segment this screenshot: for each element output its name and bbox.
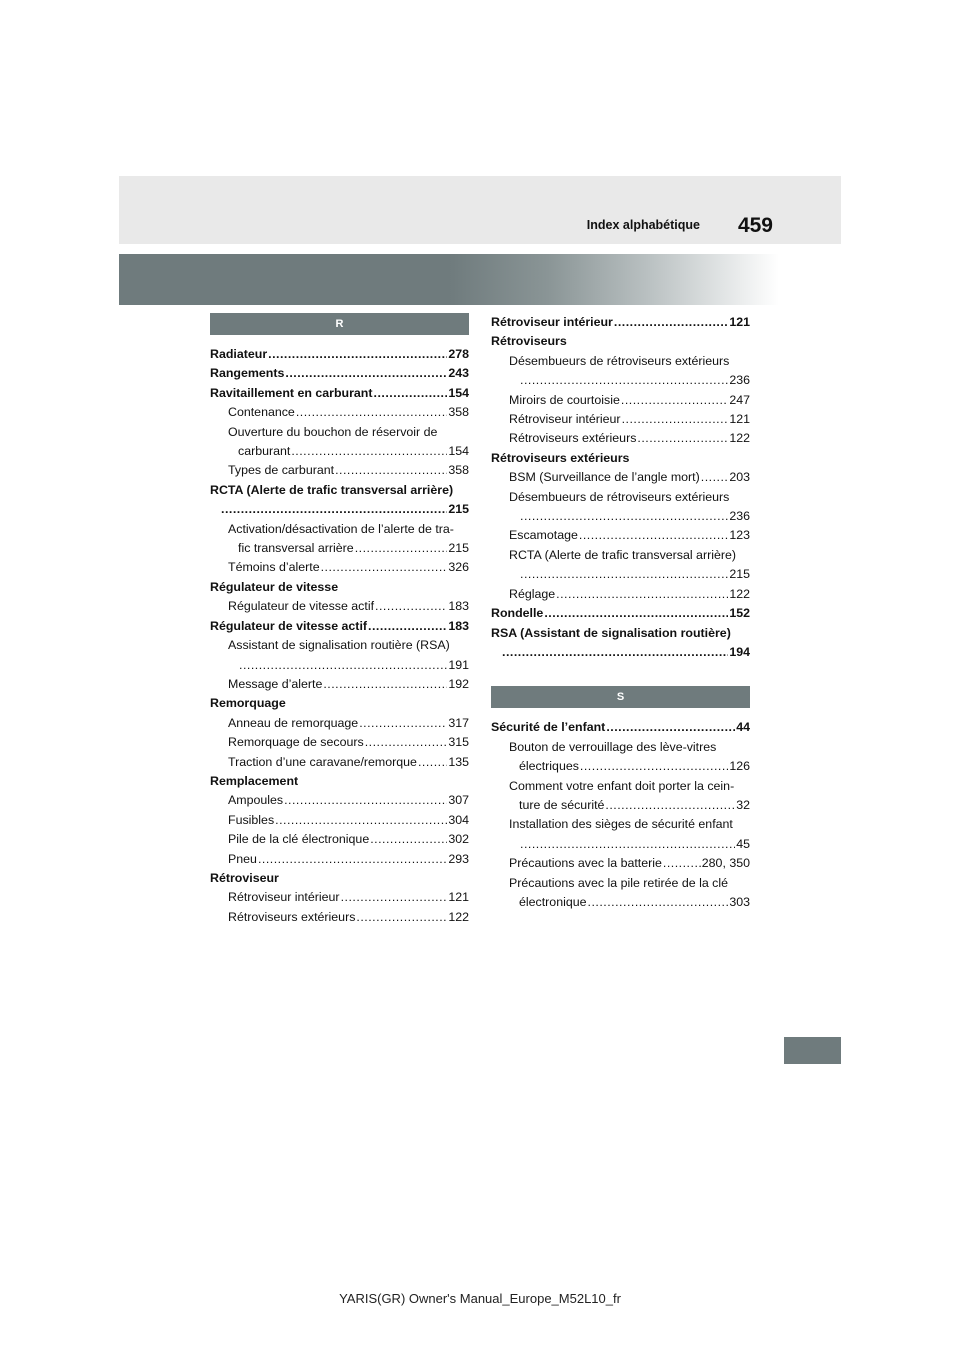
- index-entry-remorquage-secours: [210, 733, 469, 752]
- index-entry-comment-l1: [491, 777, 750, 796]
- entry-page-number: 122: [729, 431, 750, 446]
- dot-leader: [355, 539, 448, 558]
- entry-text: Remorquage: [210, 696, 286, 711]
- index-entry-ravitaillement: [210, 384, 469, 403]
- index-entry-desembueurs-l2: [491, 371, 750, 390]
- entry-page-number: 317: [448, 715, 469, 730]
- index-entry-pneu: [210, 850, 469, 869]
- entry-page-number: 236: [729, 509, 750, 524]
- entry-page-number: 303: [729, 894, 750, 909]
- index-entry-retroviseurs: [491, 332, 750, 351]
- index-entry-rcta2-l1: [491, 546, 750, 565]
- entry-text: Escamotage: [509, 528, 578, 543]
- index-column-left: [210, 313, 469, 927]
- dot-leader: [258, 850, 447, 869]
- entry-text: RSA (Assistant de signalisation routière): [491, 625, 731, 640]
- entry-text: Ravitaillement en carburant: [210, 385, 373, 400]
- entry-text: Régulateur de vitesse actif: [228, 599, 375, 614]
- entry-text: Désembueurs de rétroviseurs extérieurs: [509, 353, 730, 368]
- entry-page-number: 358: [448, 405, 469, 420]
- dot-leader: [520, 565, 728, 584]
- entry-page-number: 293: [448, 851, 469, 866]
- index-entry-precautions-batterie: [491, 854, 750, 873]
- entry-page-number: 247: [729, 392, 750, 407]
- index-entry-ouverture-l1: [210, 423, 469, 442]
- decorative-band: [119, 254, 779, 305]
- entry-page-number: 302: [448, 832, 469, 847]
- entry-page-number: 191: [448, 657, 469, 672]
- index-list-s: [491, 718, 750, 912]
- index-column-right: [491, 313, 750, 912]
- entry-page-number: 203: [729, 470, 750, 485]
- entry-page-number: 358: [448, 463, 469, 478]
- dot-leader: [556, 585, 728, 604]
- entry-text: Précautions avec la pile retirée de la clé: [509, 875, 729, 890]
- index-entry-escamotage: [491, 526, 750, 545]
- entry-text: Rétroviseur intérieur: [491, 315, 613, 329]
- index-entry-retroviseur: [210, 869, 469, 888]
- entry-text: RCTA (Alerte de trafic transversal arrière): [509, 547, 736, 562]
- index-entry-message-alerte: [210, 675, 469, 694]
- entry-page-number: 326: [448, 560, 469, 575]
- dot-leader: [239, 656, 447, 675]
- entry-text: électronique: [519, 894, 587, 909]
- index-entry-remorquage: [210, 694, 469, 713]
- letter-header-s: S: [491, 686, 750, 708]
- dot-leader: [520, 835, 735, 854]
- entry-page-number: 121: [448, 890, 469, 905]
- dot-leader: [375, 597, 447, 616]
- dot-leader: [614, 313, 728, 332]
- entry-text: Pile de la clé électronique: [228, 832, 370, 847]
- dot-leader: [502, 643, 728, 662]
- entry-text: Précautions avec la batterie: [509, 856, 662, 871]
- dot-leader: [323, 675, 447, 694]
- index-entry-rsa-main-l1: [491, 624, 750, 643]
- index-entry-retros-ext: [210, 908, 469, 927]
- entry-text: Rétroviseur intérieur: [509, 412, 621, 427]
- index-entry-retroviseurs-exterieurs: [491, 449, 750, 468]
- index-entry-activation-l1: [210, 520, 469, 539]
- dot-leader: [579, 526, 728, 545]
- entry-page-number: 215: [729, 567, 750, 582]
- index-entry-regulateur: [210, 578, 469, 597]
- dot-leader: [701, 468, 729, 487]
- entry-text: Rétroviseurs extérieurs: [509, 431, 637, 446]
- entry-text: carburant: [238, 444, 291, 459]
- entry-text: Bouton de verrouillage des lève-vitres: [509, 739, 717, 754]
- entry-page-number: 215: [448, 541, 469, 556]
- index-list-r-right: [491, 313, 750, 662]
- entry-text: Ampoules: [228, 793, 284, 808]
- footer-manual-id: YARIS(GR) Owner's Manual_Europe_M52L10_fr: [339, 1291, 621, 1306]
- entry-page-number: 123: [729, 528, 750, 543]
- entry-text: Assistant de signalisation routière (RSA): [228, 638, 450, 653]
- entry-text: Régulateur de vitesse: [210, 579, 339, 594]
- entry-page-number: 121: [729, 412, 750, 427]
- dot-leader: [588, 893, 729, 912]
- entry-page-number: 192: [448, 676, 469, 691]
- entry-text: Remplacement: [210, 773, 299, 788]
- index-entry-radiateur: [210, 345, 469, 364]
- entry-page-number: 154: [448, 444, 469, 459]
- index-entry-regulateur-actif-sub: [210, 597, 469, 616]
- entry-text: Radiateur: [210, 347, 268, 361]
- entry-page-number: 126: [729, 759, 750, 774]
- entry-text: Rétroviseur: [210, 870, 279, 885]
- entry-text: électriques: [519, 759, 579, 774]
- dot-leader: [520, 371, 728, 390]
- dot-leader: [365, 733, 448, 752]
- index-entry-retro-int-2: [491, 410, 750, 429]
- index-list-r-left: [210, 345, 469, 927]
- index-entry-rsa-l1: [210, 636, 469, 655]
- entry-page-number: 154: [448, 385, 469, 400]
- entry-page-number: 152: [729, 606, 750, 621]
- entry-page-number: 194: [729, 644, 750, 659]
- dot-leader: [544, 604, 728, 623]
- entry-page-number: 243: [448, 366, 469, 381]
- index-entry-ampoules: [210, 791, 469, 810]
- index-entry-contenance: [210, 403, 469, 422]
- index-entry-retroviseur-interieur: [491, 313, 750, 332]
- index-entry-traction: [210, 753, 469, 772]
- index-entry-securite-enfant: [491, 718, 750, 737]
- entry-text: Traction d’une caravane/remorque: [228, 754, 417, 769]
- header-band: [119, 176, 841, 244]
- index-entry-rcta2-l2: [491, 565, 750, 584]
- index-entry-rsa-l2: [210, 656, 469, 675]
- index-entry-installation-l2: [491, 835, 750, 854]
- index-entry-bouton-l1: [491, 738, 750, 757]
- dot-leader: [221, 500, 447, 519]
- entry-text: Régulateur de vitesse actif: [210, 618, 368, 633]
- section-tab: [784, 1037, 841, 1064]
- index-entry-desembueurs2-l2: [491, 507, 750, 526]
- entry-text: Fusibles: [228, 812, 275, 827]
- dot-leader: [268, 345, 447, 364]
- dot-leader: [374, 384, 448, 403]
- index-entry-bsm: [491, 468, 750, 487]
- entry-page-number: 304: [448, 812, 469, 827]
- index-entry-precautions-pile-l2: [491, 893, 750, 912]
- entry-text: Contenance: [228, 405, 295, 420]
- dot-leader: [275, 811, 447, 830]
- index-entry-rcta-l2: [210, 500, 469, 519]
- entry-text: Comment votre enfant doit porter la cein-: [509, 778, 735, 793]
- index-entry-ouverture-l2: [210, 442, 469, 461]
- index-entry-desembueurs-l1: [491, 352, 750, 371]
- entry-text: Rétroviseurs extérieurs: [491, 450, 630, 465]
- dot-leader: [663, 854, 701, 873]
- entry-text: RCTA (Alerte de trafic transversal arrière): [210, 482, 454, 497]
- letter-header-r: R: [210, 313, 469, 335]
- index-entry-rondelle: [491, 604, 750, 623]
- index-entry-retros-ext-2: [491, 429, 750, 448]
- entry-text: ture de sécurité: [519, 797, 605, 812]
- dot-leader: [368, 617, 447, 636]
- index-entry-regulateur-actif: [210, 617, 469, 636]
- dot-leader: [285, 364, 447, 383]
- index-entry-activation-l2: [210, 539, 469, 558]
- page-number: 459: [737, 214, 773, 237]
- entry-page-number: 121: [729, 315, 750, 329]
- entry-text: BSM (Surveillance de l’angle mort): [509, 470, 700, 485]
- entry-text: Ouverture du bouchon de réservoir de: [228, 424, 438, 439]
- index-entry-pile-cle: [210, 830, 469, 849]
- index-entry-types-carburant: [210, 461, 469, 480]
- entry-text: Remorquage de secours: [228, 735, 364, 750]
- index-entry-desembueurs2-l1: [491, 488, 750, 507]
- entry-text: Anneau de remorquage: [228, 715, 359, 730]
- entry-page-number: 236: [729, 373, 750, 388]
- index-entry-retro-int: [210, 888, 469, 907]
- dot-leader: [284, 791, 447, 810]
- section-title: Index alphabétique: [586, 218, 700, 232]
- entry-page-number: 183: [448, 599, 469, 614]
- entry-text: Sécurité de l’enfant: [491, 720, 606, 735]
- dot-leader: [418, 753, 447, 772]
- entry-page-number: 45: [736, 836, 750, 851]
- entry-text: Message d’alerte: [228, 676, 323, 691]
- entry-page-number: 307: [448, 793, 469, 808]
- entry-text: fic transversal arrière: [238, 541, 354, 556]
- entry-text: Rondelle: [491, 606, 544, 621]
- index-entry-installation-l1: [491, 815, 750, 834]
- entry-text: Rangements: [210, 366, 285, 381]
- entry-page-number: 183: [448, 618, 469, 633]
- index-entry-bouton-l2: [491, 757, 750, 776]
- dot-leader: [605, 796, 735, 815]
- dot-leader: [606, 718, 735, 737]
- dot-leader: [622, 410, 729, 429]
- entry-text: Rétroviseurs extérieurs: [228, 909, 356, 924]
- index-entry-fusibles: [210, 811, 469, 830]
- entry-page-number: 215: [448, 502, 469, 517]
- entry-page-number: 122: [729, 586, 750, 601]
- dot-leader: [370, 830, 447, 849]
- dot-leader: [621, 391, 728, 410]
- entry-page-number: 32: [736, 797, 750, 812]
- entry-text: Types de carburant: [228, 463, 335, 478]
- index-entry-temoins: [210, 558, 469, 577]
- dot-leader: [637, 429, 728, 448]
- entry-text: Installation des sièges de sécurité enfant: [509, 817, 733, 832]
- entry-page-number: 135: [448, 754, 469, 769]
- dot-leader: [520, 507, 728, 526]
- dot-leader: [291, 442, 447, 461]
- index-entry-rangements: [210, 364, 469, 383]
- index-entry-rcta-l1: [210, 481, 469, 500]
- dot-leader: [580, 757, 728, 776]
- entry-text: Réglage: [509, 586, 556, 601]
- entry-page-number: 315: [448, 735, 469, 750]
- entry-text: Rétroviseurs: [491, 334, 567, 349]
- dot-leader: [356, 908, 447, 927]
- entry-text: Témoins d’alerte: [228, 560, 320, 575]
- entry-text: Pneu: [228, 851, 257, 866]
- index-entry-reglage: [491, 585, 750, 604]
- index-entry-anneau: [210, 714, 469, 733]
- dot-leader: [341, 888, 448, 907]
- entry-page-number: 44: [736, 720, 750, 735]
- index-entry-rsa-main-l2: [491, 643, 750, 662]
- dot-leader: [296, 403, 447, 422]
- dot-leader: [359, 714, 447, 733]
- entry-page-number: 122: [448, 909, 469, 924]
- dot-leader: [335, 461, 447, 480]
- entry-page-number: 280, 350: [701, 856, 750, 871]
- entry-text: Activation/désactivation de l’alerte de tra-: [228, 521, 454, 536]
- index-entry-precautions-pile-l1: [491, 874, 750, 893]
- entry-page-number: 278: [448, 347, 469, 361]
- entry-text: Désembueurs de rétroviseurs extérieurs: [509, 489, 730, 504]
- index-entry-comment-l2: [491, 796, 750, 815]
- index-entry-remplacement: [210, 772, 469, 791]
- dot-leader: [321, 558, 448, 577]
- entry-text: Miroirs de courtoisie: [509, 392, 620, 407]
- index-entry-miroirs: [491, 391, 750, 410]
- entry-text: Rétroviseur intérieur: [228, 890, 340, 905]
